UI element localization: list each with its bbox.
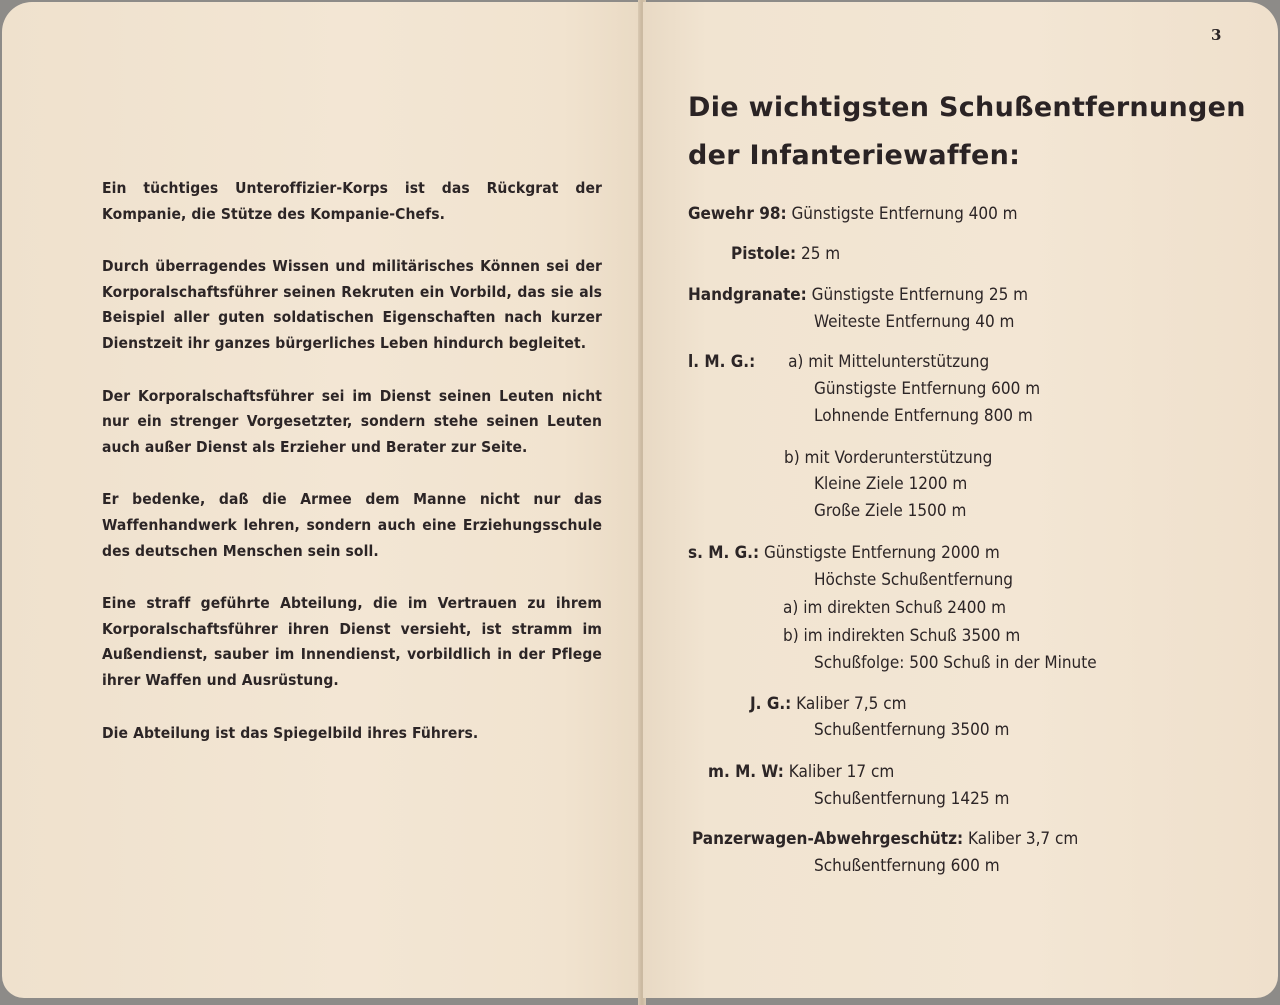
- weapon-label: Panzerwagen-Abwehrgeschütz:: [692, 829, 964, 849]
- weapon-value: Weiteste Entfernung 40 m: [814, 312, 1015, 332]
- weapon-row: [814, 720, 1009, 740]
- weapon-row: [814, 406, 1033, 426]
- weapon-label: l. M. G.:: [688, 352, 756, 372]
- weapon-row: [688, 285, 1028, 305]
- paragraph: Die Abteilung ist das Spiegelbild ihres Führers.: [102, 723, 479, 742]
- right-page: [643, 2, 1278, 998]
- weapon-label: Pistole:: [731, 244, 797, 264]
- left-page-text: [102, 176, 602, 773]
- weapon-value: Günstigste Entfernung 25 m: [811, 285, 1029, 305]
- weapon-value: Lohnende Entfernung 800 m: [814, 406, 1033, 426]
- weapon-label: m. M. W:: [708, 762, 784, 782]
- weapon-row: [783, 598, 1006, 618]
- paragraph: Durch überragendes Wissen und militärisches Können sei der Korporalschaftsführer seinen Rekruten ein Vorbild, das sie als Beispiel aller guten soldatischen Eigenschaften nach kurzer Dienstzeit ihr ganzes bürgerliches Leben hindurch begleitet.: [102, 257, 602, 352]
- weapon-value: Schußentfernung 600 m: [814, 856, 1000, 876]
- weapon-value: b) im indirekten Schuß 3500 m: [783, 626, 1021, 646]
- weapon-row: [814, 501, 966, 521]
- weapon-row: [731, 244, 840, 264]
- weapon-label: J. G.:: [750, 694, 792, 714]
- weapon-row: [750, 694, 907, 714]
- weapon-row: [814, 379, 1040, 399]
- weapon-value: a) im direkten Schuß 2400 m: [783, 598, 1006, 618]
- weapon-label: s. M. G.:: [688, 543, 760, 563]
- weapon-label: Gewehr 98:: [688, 204, 787, 224]
- left-page: [2, 2, 640, 998]
- weapon-row: [783, 626, 1020, 646]
- weapon-row: [688, 204, 1018, 224]
- weapon-row: [708, 762, 894, 782]
- page-title-line: der Infanteriewaffen:: [688, 140, 1021, 171]
- weapon-value: Kaliber 17 cm: [788, 762, 895, 782]
- weapon-value: a) mit Mittelunterstützung: [788, 352, 990, 372]
- weapon-value: 25 m: [800, 244, 841, 264]
- page-title-line: Die wichtigsten Schußentfernungen: [688, 92, 1246, 123]
- paragraph: Eine straff geführte Abteilung, die im Vertrauen zu ihrem Korporalschaftsführer ihren Dienst versieht, ist stramm im Außendienst, sauber im Innendienst, vorbildlich in der Pflege ihrer Waffen und Ausrüstung.: [102, 594, 602, 689]
- weapon-value: Günstigste Entfernung 2000 m: [763, 543, 1000, 563]
- weapon-value: Günstigste Entfernung 600 m: [814, 379, 1041, 399]
- weapon-value: Höchste Schußentfernung: [814, 570, 1014, 590]
- weapon-value: Schußfolge: 500 Schuß in der Minute: [814, 653, 1097, 673]
- weapon-value: Große Ziele 1500 m: [814, 501, 967, 521]
- weapon-label: Handgranate:: [688, 285, 807, 305]
- paragraph: Er bedenke, daß die Armee dem Manne nicht nur das Waffenhandwerk lehren, sondern auch eine Erziehungsschule des deutschen Menschen sein soll.: [102, 490, 602, 560]
- weapon-value: Kleine Ziele 1200 m: [814, 474, 968, 494]
- weapon-value: Kaliber 3,7 cm: [967, 829, 1079, 849]
- page-title: [688, 84, 1248, 180]
- weapon-value: b) mit Vorderunterstützung: [784, 448, 993, 468]
- weapon-row: [814, 789, 1009, 809]
- weapon-row: [688, 352, 989, 372]
- weapon-row: [688, 543, 1000, 563]
- weapon-value: Kaliber 7,5 cm: [796, 694, 907, 714]
- page-number: 3: [1211, 26, 1222, 44]
- paragraph: Ein tüchtiges Unteroffizier-Korps ist das Rückgrat der Kompanie, die Stütze des Kompanie-Chefs.: [102, 179, 602, 223]
- weapon-value: Schußentfernung 1425 m: [814, 789, 1010, 809]
- paragraph: Der Korporalschaftsführer sei im Dienst seinen Leuten nicht nur ein strenger Vorgesetzter, sondern stehe seinen Leuten auch außer Dienst als Erzieher und Berater zur Seite.: [102, 386, 602, 456]
- weapon-row: [814, 570, 1013, 590]
- weapon-row: [692, 829, 1078, 849]
- weapon-row: [814, 474, 967, 494]
- weapon-value: Günstigste Entfernung 400 m: [791, 204, 1018, 224]
- weapon-row: [814, 856, 1000, 876]
- weapon-row: [784, 448, 992, 468]
- weapon-row: [814, 312, 1014, 332]
- weapon-row: [814, 653, 1097, 673]
- weapon-value: Schußentfernung 3500 m: [814, 720, 1010, 740]
